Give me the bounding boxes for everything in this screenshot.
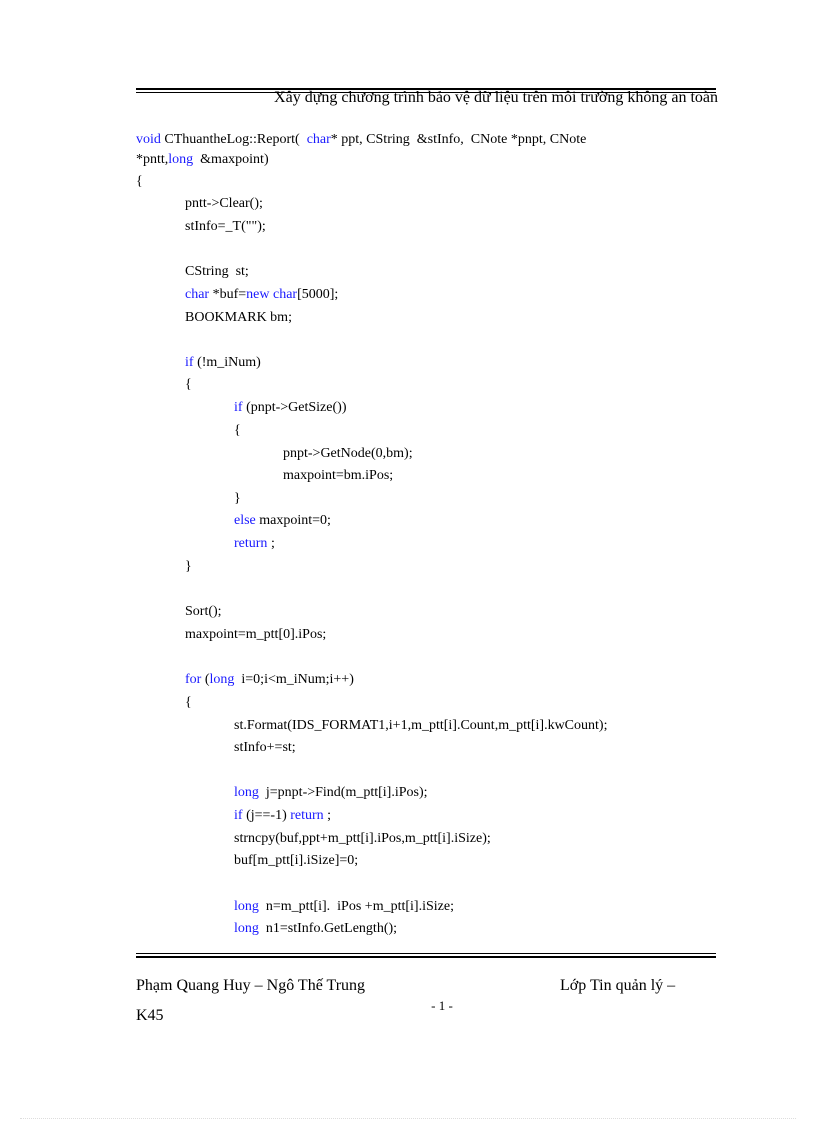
code-line — [185, 693, 192, 713]
code-keyword: long — [234, 899, 259, 914]
code-text: (!m_iNum) — [193, 355, 261, 370]
code-text: } — [185, 559, 192, 574]
code-keyword: long — [234, 785, 259, 800]
code-line — [185, 602, 222, 622]
code-keyword: for — [185, 672, 202, 687]
code-keyword: long — [234, 921, 259, 936]
code-keyword: char — [306, 132, 331, 147]
code-line — [136, 172, 143, 192]
code-keyword: return — [290, 808, 324, 823]
code-line — [234, 511, 331, 531]
code-text: pntt->Clear(); — [185, 196, 263, 211]
code-text: } — [234, 491, 241, 506]
code-keyword: new — [246, 287, 270, 302]
code-text: &maxpoint) — [193, 152, 269, 167]
code-keyword: long — [168, 152, 194, 167]
footer-class-suffix: K45 — [136, 1007, 164, 1024]
code-text: (pnpt->GetSize()) — [242, 400, 347, 415]
code-keyword: char — [272, 287, 298, 302]
code-line — [234, 919, 397, 939]
code-text: pnpt->GetNode(0,bm); — [283, 446, 413, 461]
code-line — [136, 150, 269, 170]
code-keyword: char — [185, 287, 210, 302]
code-line — [283, 444, 413, 464]
code-text: CThuantheLog::Report( — [160, 132, 307, 147]
code-line — [185, 308, 292, 328]
code-line — [234, 398, 346, 418]
code-line — [185, 670, 354, 690]
code-text: strncpy(buf,ppt+m_ptt[i].iPos,m_ptt[i].iSize); — [234, 831, 491, 846]
code-keyword: void — [136, 132, 161, 147]
code-text: BOOKMARK bm; — [185, 310, 292, 325]
code-text: maxpoint=0; — [255, 513, 331, 528]
code-text: (j==-1) — [242, 808, 291, 823]
code-text: n1=stInfo.GetLength(); — [258, 921, 398, 936]
code-keyword: long — [209, 672, 235, 687]
footer-authors: Phạm Quang Huy – Ngô Thế Trung — [136, 977, 366, 994]
code-text: CString st; — [185, 264, 249, 279]
code-text: ; — [323, 808, 332, 823]
page-bottom-border — [20, 1118, 796, 1119]
footer-class: Lớp Tin quản lý – — [560, 977, 676, 994]
code-line — [234, 897, 454, 917]
code-line — [283, 466, 393, 486]
code-line — [234, 421, 241, 441]
footer-rule-thick — [136, 956, 716, 958]
code-line — [185, 625, 326, 645]
code-keyword: if — [234, 400, 243, 415]
code-line — [136, 130, 586, 150]
code-text: j=pnpt->Find(m_ptt[i].iPos); — [258, 785, 428, 800]
code-text: { — [234, 423, 241, 438]
running-header: Xây dựng chương trình bảo vệ dữ liệu trên môi trường không an toàn — [274, 89, 718, 106]
code-line — [185, 557, 192, 577]
code-text: maxpoint=m_ptt[0].iPos; — [185, 627, 327, 642]
footer-rule-thin — [136, 953, 716, 954]
code-line — [234, 489, 241, 509]
code-line — [185, 217, 266, 237]
code-keyword: if — [234, 808, 243, 823]
code-text: *buf= — [209, 287, 247, 302]
code-keyword: else — [234, 513, 256, 528]
code-text: i=0;i<m_iNum;i++) — [234, 672, 354, 687]
code-text: ( — [201, 672, 210, 687]
code-text: * ppt, CString &stInfo, CNote *pnpt, CNote — [330, 132, 587, 147]
code-line — [234, 829, 491, 849]
code-text: [5000]; — [297, 287, 339, 302]
code-text: n=m_ptt[i]. iPos +m_ptt[i].iSize; — [258, 899, 454, 914]
code-line — [234, 783, 428, 803]
code-line — [185, 194, 263, 214]
code-line — [234, 806, 331, 826]
code-text: maxpoint=bm.iPos; — [283, 468, 394, 483]
code-text: { — [185, 377, 192, 392]
page-number: - 1 - — [431, 998, 453, 1013]
code-text: ; — [267, 536, 275, 551]
code-text: stInfo=_T(""); — [185, 219, 266, 234]
code-text: stInfo+=st; — [234, 740, 296, 755]
code-line — [185, 285, 338, 305]
code-line — [234, 716, 607, 736]
code-text: st.Format(IDS_FORMAT1,i+1,m_ptt[i].Count,m_ptt[i].kwCount); — [234, 718, 608, 733]
code-keyword: if — [185, 355, 194, 370]
code-line — [234, 534, 275, 554]
code-line — [234, 851, 358, 871]
code-text: { — [136, 174, 143, 189]
code-line — [185, 262, 249, 282]
code-line — [185, 353, 261, 373]
code-text: buf[m_ptt[i].iSize]=0; — [234, 853, 359, 868]
code-keyword: return — [234, 536, 268, 551]
code-text: { — [185, 695, 192, 710]
code-line — [185, 375, 192, 395]
code-text: *pntt, — [136, 152, 169, 167]
code-line — [234, 738, 296, 758]
code-text: Sort(); — [185, 604, 222, 619]
